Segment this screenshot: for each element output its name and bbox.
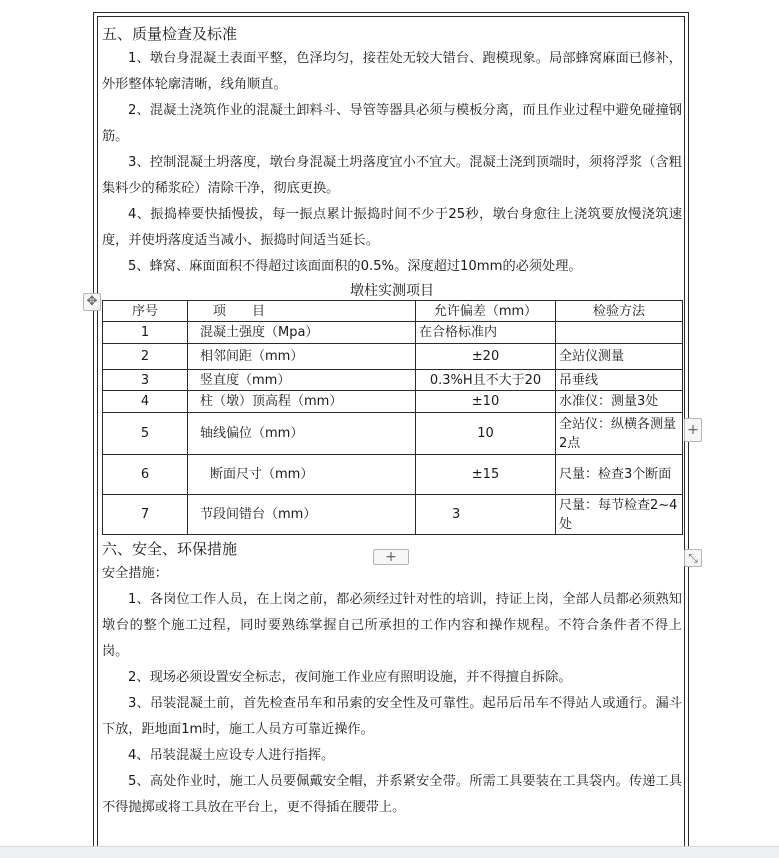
table-move-handle-icon[interactable]: ✥: [83, 293, 101, 311]
table-cell[interactable]: 3: [103, 370, 188, 391]
table-row: [103, 455, 683, 495]
section-5-heading: 五、质量检查及标准: [102, 25, 238, 43]
table-cell[interactable]: 尺量：检查3个断面: [556, 455, 683, 495]
table-cell[interactable]: ±15: [416, 455, 556, 495]
header-cell: 项 目: [188, 301, 416, 322]
table-row: [103, 322, 683, 344]
header-cell: 序号: [103, 301, 188, 322]
header-cell: 检验方法: [556, 301, 683, 322]
section-6-heading: 六、安全、环保措施: [102, 540, 238, 558]
table-row: [103, 370, 683, 391]
paragraph: 3、控制混凝土坍落度，墩台身混凝土坍落度宜小不宜大。混凝土浇到顶端时，须将浮浆（含粗集料少的稀浆砼）清除干净，彻底更换。: [102, 155, 682, 196]
paragraph: 2、混凝土浇筑作业的混凝土卸料斗、导管等器具必须与模板分离，而且作业过程中避免碰撞钢筋。: [102, 103, 682, 144]
table-title: 墩柱实测项目: [350, 283, 434, 299]
paragraph: 2、现场必须设置安全标志，夜间施工作业应有照明设施，并不得擅自拆除。: [128, 670, 572, 685]
table-cell[interactable]: 轴线偏位（mm）: [188, 413, 416, 455]
paragraph: 4、振捣棒要快插慢拔，每一振点累计振捣时间不少于25秒，墩台身愈往上浇筑要放慢浇筑速度，并使坍落度适当减小、振捣时间适当延长。: [102, 207, 682, 248]
status-bar: [0, 846, 779, 858]
table-cell[interactable]: 5: [103, 413, 188, 455]
table-row: [103, 344, 683, 370]
table-cell[interactable]: 相邻间距（mm）: [188, 344, 416, 370]
table-row: [103, 391, 683, 413]
inspection-table: [102, 300, 683, 535]
table-cell[interactable]: 断面尺寸（mm）: [188, 455, 416, 495]
table-cell[interactable]: 2: [103, 344, 188, 370]
paragraph: 4、吊装混凝土应设专人进行指挥。: [128, 748, 335, 763]
table-cell[interactable]: ±20: [416, 344, 556, 370]
table-cell[interactable]: 6: [103, 455, 188, 495]
table-cell[interactable]: 全站仪：纵横各测量2点: [556, 413, 683, 455]
add-column-icon[interactable]: +: [684, 418, 702, 442]
paragraph: 1、墩台身混凝土表面平整，色泽均匀，接茬处无较大错台、跑模现象。局部蜂窝麻面已修补，外形整体轮廓清晰，线角顺直。: [102, 51, 682, 92]
table-resize-icon[interactable]: ⤡: [684, 549, 702, 567]
table-cell[interactable]: 4: [103, 391, 188, 413]
table-header-row: [103, 301, 683, 322]
paragraph: 5、高处作业时，施工人员要佩戴安全帽，并系紧安全带。所需工具要装在工具袋内。传递工具不得抛掷或将工具放在平台上，更不得插在腰带上。: [102, 774, 682, 815]
add-row-icon[interactable]: +: [373, 549, 409, 565]
table-cell[interactable]: 水准仪：测量3处: [556, 391, 683, 413]
table-cell[interactable]: 在合格标准内: [416, 322, 556, 344]
table-cell[interactable]: 0.3%H且不大于20: [416, 370, 556, 391]
header-cell: 允许偏差（mm）: [416, 301, 556, 322]
table-cell[interactable]: 尺量：每节检查2~4处: [556, 495, 683, 535]
table-cell[interactable]: 柱（墩）顶高程（mm）: [188, 391, 416, 413]
paragraph: 1、各岗位工作人员，在上岗之前，都必须经过针对性的培训，持证上岗，全部人员都必须熟知墩台的整个施工过程，同时要熟练掌握自己所承担的工作内容和操作规程。不符合条件者不得上岗。: [102, 592, 682, 659]
document-body: [102, 22, 682, 821]
table-row: [103, 495, 683, 535]
table-cell[interactable]: [556, 322, 683, 344]
paragraph: 3、吊装混凝土前，首先检查吊车和吊索的安全性及可靠性。起吊后吊车不得站人或通行。漏斗下放，距地面1m时，施工人员方可靠近操作。: [102, 696, 682, 737]
table-cell[interactable]: 混凝土强度（Mpa）: [188, 322, 416, 344]
table-cell[interactable]: 吊垂线: [556, 370, 683, 391]
subheading: 安全措施：: [102, 566, 168, 581]
table-row: [103, 413, 683, 455]
table-cell[interactable]: 10: [416, 413, 556, 455]
table-cell[interactable]: 节段间错台（mm）: [188, 495, 416, 535]
paragraph: 5、蜂窝、麻面面积不得超过该面面积的0.5%。深度超过10mm的必须处理。: [128, 259, 582, 274]
table-cell[interactable]: 7: [103, 495, 188, 535]
table-cell[interactable]: 3: [416, 495, 556, 535]
table-cell[interactable]: 全站仪测量: [556, 344, 683, 370]
table-cell[interactable]: 竖直度（mm）: [188, 370, 416, 391]
table-cell[interactable]: 1: [103, 322, 188, 344]
table-cell[interactable]: ±10: [416, 391, 556, 413]
